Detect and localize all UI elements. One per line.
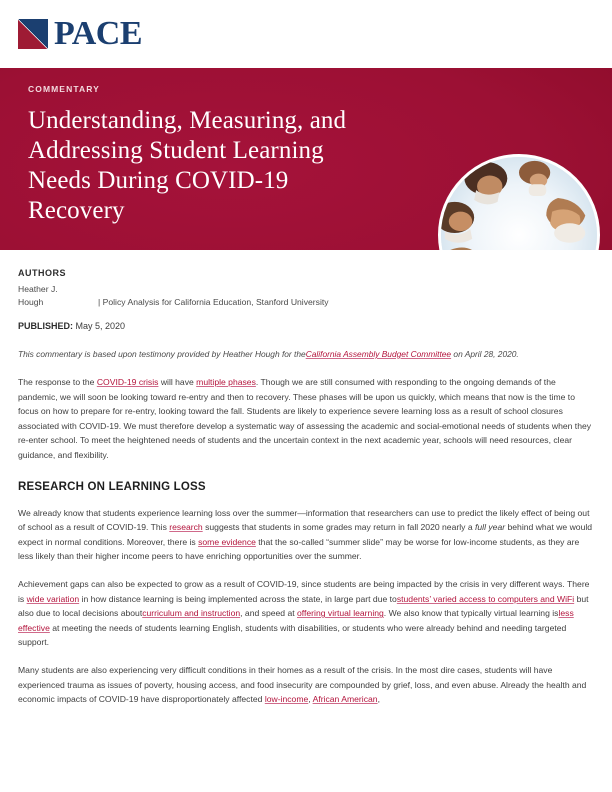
s1p1-text-2: suggests that students in some grades may return in fall 2020 nearly a [202,522,475,533]
hero-photo [438,154,600,250]
published-line [18,321,594,331]
page-title-line-1: Understanding, Measuring, and [28,107,347,134]
link-wide-variation[interactable]: wide variation [26,593,80,604]
link-some-evidence[interactable]: some evidence [198,536,256,547]
published-date: May 5, 2020 [75,321,126,331]
published-label: PUBLISHED: [18,321,74,331]
s1p2-text-1: Achievement gaps can also be expected to grow as a result of COVID-19, since students are being impacted by the crisis in very different ways. There is [18,578,590,604]
s1p2-text-6: at meeting the needs of students learning English, students with disabilities, or students who were already behind and needing targeted support. [18,622,567,648]
author-entry [18,283,594,296]
link-curriculum-and-instruction[interactable]: curriculum and instruction [142,608,241,619]
link-less-effective[interactable]: less effective [18,608,574,633]
standfirst-note [18,347,594,361]
link-california-assembly-budget-committee[interactable]: California Assembly Budget Committee [305,349,452,359]
intro-text-3: . Though we are still consumed with responding to the ongoing demands of the pandemic, we will soon be looking toward re-entry and then to recovery. These phases will be upon us quickly, which means that now is the time to focus on how to prepare for re-entry, looking toward the fall. Students are likely to experience severe learning loss as a result of school closures associated with COVID-19. We must therefore develop a systematic way of assessing the academic and social-emotional needs of students when they re-enter school. To meet the heightened needs of students and the uncertain context in the next academic year, schools will need resources, clear guidance, and flexibility. [18,377,592,460]
intro-text-2: will have [158,377,197,387]
hero-banner [0,68,612,250]
s1p3-text-3: , [377,694,380,705]
author-entry-continued [18,296,594,309]
link-students-varied-access[interactable]: students’ varied access to computers and WiFi [396,593,575,604]
content-type-eyebrow: COMMENTARY [28,84,100,94]
s1p1-text-1: We already know that students experience learning loss over the summer—information that researchers can use to predict the likely effect of being out of school as a result of COVID-19. This [18,507,590,533]
emphasis-full-year: full year [475,522,506,533]
link-african-american[interactable]: African American [312,694,378,705]
section1-paragraph-1 [18,506,594,564]
pace-logo-mark-icon [18,19,48,49]
site-header [0,0,612,68]
children-holding-hands-image [441,157,597,250]
intro-paragraph [18,375,594,463]
section1-paragraph-3 [18,663,594,707]
s1p2-text-3: but also due to local decisions about [18,593,589,619]
s1p3-text-1: Many students are also experiencing very difficult conditions in their homes as a result of the crisis. In the most dire cases, students will have experienced trauma as issues of poverty, housing access, and food insecurity are compounded by grief, loss, and even abuse. Already the health and economic impacts of COVID-19 have disproportionately affected [18,664,587,705]
hero-text-block [28,84,438,226]
link-low-income[interactable]: low-income [264,694,309,705]
intro-text-1: The response to the [18,377,97,387]
page-title-line-2: Addressing Student Learning [28,137,324,164]
link-covid-19-crisis[interactable]: COVID-19 crisis [96,377,159,387]
s1p3-text-2: , [308,694,313,705]
pace-logo[interactable] [18,17,142,51]
s1p1-text-3: behind what we would expect in normal conditions. Moreover, there is [18,522,593,547]
link-multiple-phases[interactable]: multiple phases [196,377,256,387]
page-title [28,106,438,226]
s1p2-text-2: in how distance learning is being implemented across the state, in large part due to [79,593,397,604]
page-title-line-3: Needs During COVID-19 [28,167,289,194]
s1p1-text-4: that the so-called “summer slide” may be worse for low-income students, as they are less likely than their higher income peers to have enriching opportunities over the summer. [18,536,580,562]
s1p2-text-4: , and speed at [240,608,297,619]
standfirst-text-after: on April 28, 2020. [451,349,519,359]
pace-logo-text: PACE [54,15,143,52]
section1-paragraph-2 [18,577,594,650]
authors-label: AUTHORS [18,268,66,278]
article-body [0,250,612,707]
section-heading-research-on-learning-loss: RESEARCH ON LEARNING LOSS [18,480,206,493]
author-name-line-2: Hough [18,297,44,307]
page-title-line-4: Recovery [28,197,125,224]
standfirst-text-before: This commentary is based upon testimony provided by Heather Hough for the [18,349,306,359]
author-affiliation: | Policy Analysis for California Education, Stanford University [98,297,329,307]
author-name-line-1: Heather J. [18,284,58,294]
link-research[interactable]: research [169,522,203,533]
s1p2-text-5: . We also know that typically virtual learning is [383,608,559,619]
link-offering-virtual-learning[interactable]: offering virtual learning [297,608,384,619]
